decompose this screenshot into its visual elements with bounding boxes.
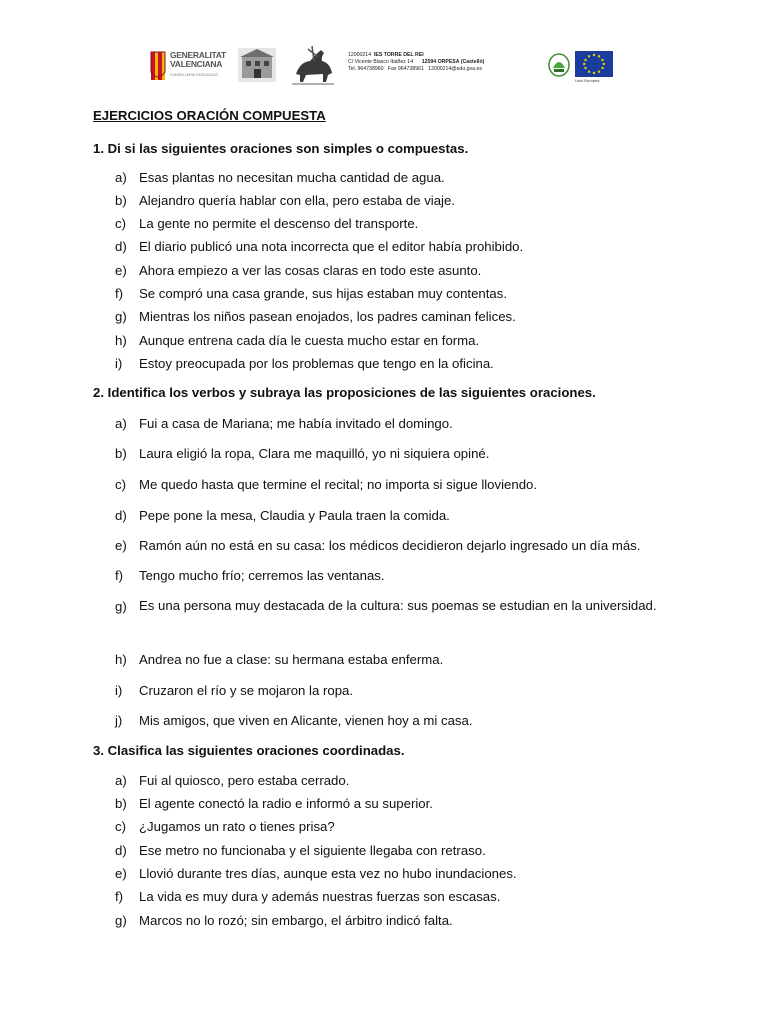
eu-flag-icon <box>575 51 613 77</box>
generalitat-emblem-icon <box>150 50 168 82</box>
document-title: EJERCICIOS ORACIÓN COMPUESTA <box>93 108 326 123</box>
school-building-image <box>238 48 276 82</box>
generalitat-logo-text: GENERALITAT VALENCIANA <box>170 50 226 69</box>
green-school-logo-icon <box>548 53 570 77</box>
section-1-heading: 1. Di si las siguientes oraciones son simples o compuestas. <box>93 141 469 156</box>
generalitat-logo-subtitle: CONSELLERIA D'EDUCACIÓ <box>170 73 219 77</box>
eu-caption: Unió Europea <box>575 78 600 83</box>
school-contact-info: 12000214 IES TORRE DEL REI C/ Vicente Blasco Ibáñez 14 12594 ORPESA (Castelló) Tel. 964738960 Fax 964738961 12000214@edu.gva.es <box>348 52 485 73</box>
generalitat-logo <box>150 50 228 82</box>
document-header <box>150 44 620 90</box>
section-2-heading: 2. Identifica los verbos y subraya las proposiciones de las siguientes oraciones. <box>93 385 596 400</box>
horse-illustration-image <box>288 44 338 86</box>
section-3-heading: 3. Clasifica las siguientes oraciones coordinadas. <box>93 743 405 758</box>
